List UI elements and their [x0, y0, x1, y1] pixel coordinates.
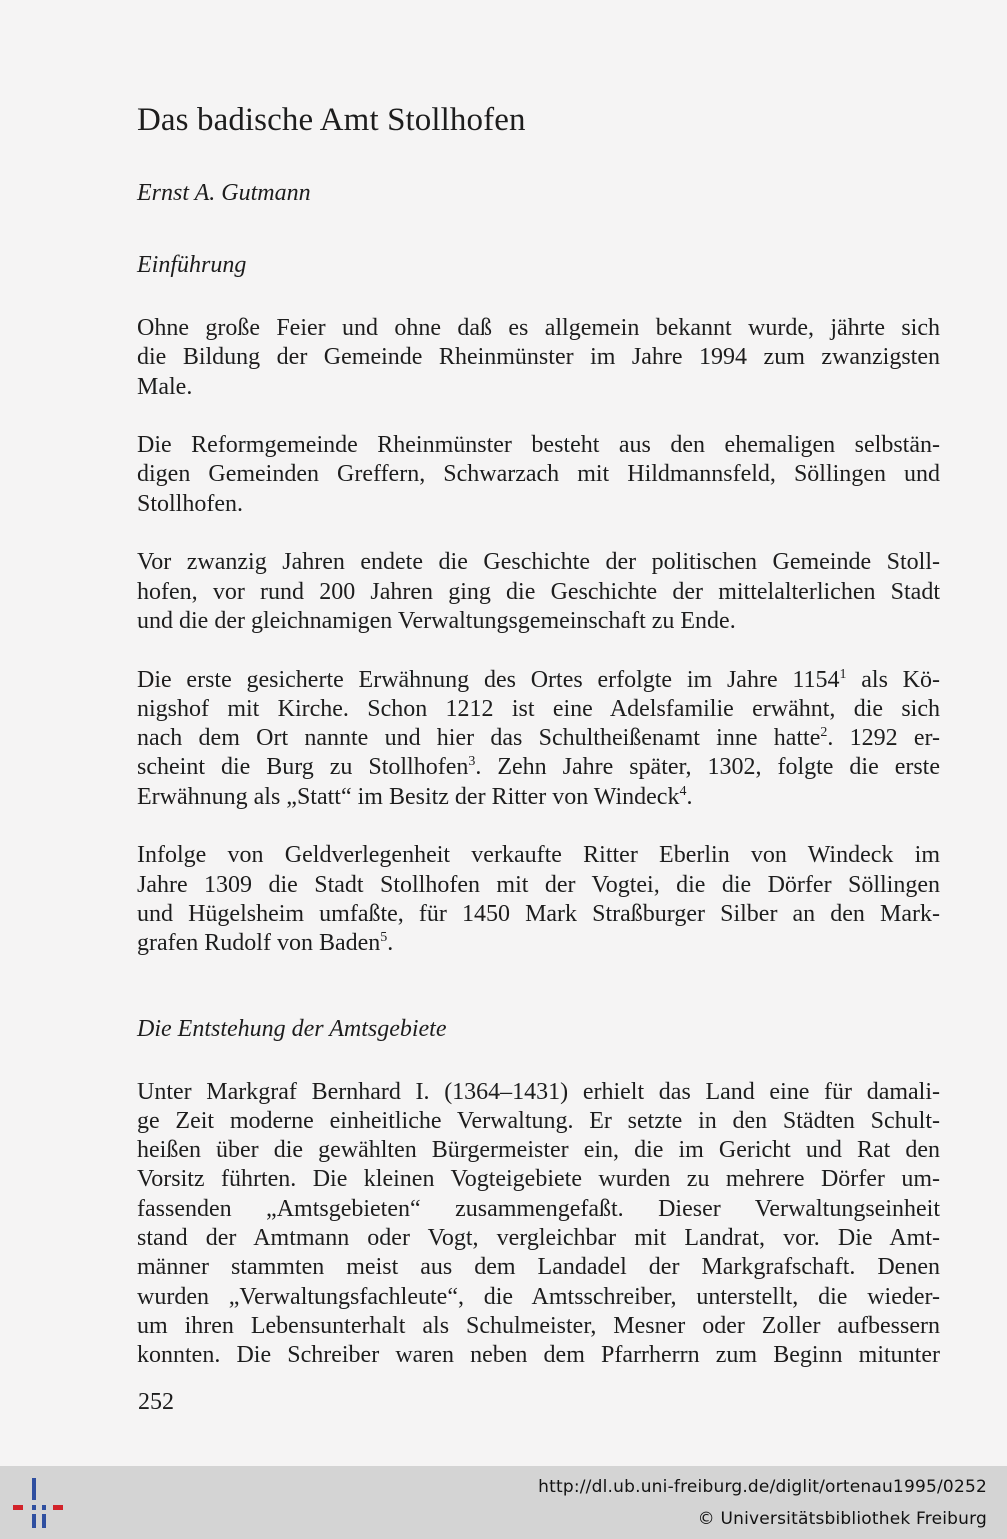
logo-bar-center-top [32, 1478, 36, 1500]
article-author: Ernst A. Gutmann [137, 180, 311, 206]
text-line: Jahre 1309 die Stadt Stollhofen mit der Vogtei, die die Dörfer Söllingen [137, 871, 940, 898]
text-line [137, 666, 940, 695]
text-line: Unter Markgraf Bernhard I. (1364–1431) erhielt das Land eine für damali- [137, 1078, 940, 1105]
text-line: und die der gleichnamigen Verwaltungsgemeinschaft zu Ende. [137, 607, 736, 634]
text-line [137, 929, 940, 958]
article-title: Das badische Amt Stollhofen [137, 102, 526, 138]
text-line [137, 724, 940, 753]
article [137, 100, 940, 1371]
text-fragment: scheint die Burg zu Stollhofen [137, 754, 469, 781]
footnote-marker: 3 [468, 754, 476, 770]
text-line: fassenden „Amtsgebieten“ zusammengefaßt. Dieser Verwaltungseinheit [137, 1195, 940, 1222]
logo-bar-right-mid [42, 1505, 46, 1510]
text-line: nigshof mit Kirche. Schon 1212 ist eine Adelsfamilie erwähnt, die sich [137, 695, 940, 722]
text-fragment: . Zehn Jahre später, 1302, folgte die erste [475, 754, 941, 781]
logo-bar-left [13, 1505, 23, 1510]
text-line: Infolge von Geldverlegenheit verkaufte Ritter Eberlin von Windeck im [137, 842, 940, 869]
logo-bar-center-low [32, 1514, 36, 1528]
ub-freiburg-logo-icon [13, 1474, 65, 1530]
text-line: um ihren Lebensunterhalt als Schulmeister, Mesner oder Zoller aufbessern [137, 1312, 940, 1339]
paragraph [137, 1078, 940, 1371]
text-fragment: Die erste gesicherte Erwähnung des Ortes erfolgte im Jahre 1154 [137, 666, 840, 693]
text-fragment: . 1292 er- [827, 725, 941, 752]
logo-bar-center-mid [32, 1505, 36, 1510]
text-line: Ohne große Feier und ohne daß es allgemein bekannt wurde, jährte sich [137, 315, 940, 341]
paragraph [137, 431, 940, 519]
logo-bar-right-low [42, 1514, 46, 1528]
section-heading-amtsgebiete: Die Entstehung der Amtsgebiete [137, 1015, 447, 1042]
text-fragment: . [387, 930, 394, 957]
page-number: 252 [138, 1389, 174, 1415]
paragraph [137, 666, 940, 812]
text-line: Die Reformgemeinde Rheinmünster besteht aus den ehemaligen selbstän- [137, 432, 940, 459]
paragraph [137, 841, 940, 958]
source-url[interactable]: http://dl.ub.uni-freiburg.de/diglit/ortenau1995/0252 [538, 1477, 987, 1497]
text-line: konnten. Die Schreiber waren neben dem Pfarrherrn zum Beginn mitunter [137, 1342, 940, 1369]
text-line: die Bildung der Gemeinde Rheinmünster im Jahre 1994 zum zwanzigsten [137, 344, 940, 371]
text-fragment: nach dem Ort nannte und hier das Schultheißenamt inne hatte [137, 725, 821, 752]
paragraph [137, 314, 940, 402]
text-line: männer stammten meist aus dem Landadel der Markgrafschaft. Denen [137, 1254, 940, 1281]
text-line [137, 753, 940, 782]
text-line: heißen über die gewählten Bürgermeister ein, die im Gericht und Rat den [137, 1137, 940, 1164]
copyright-notice: © Universitätsbibliothek Freiburg [697, 1509, 987, 1529]
footnote-marker: 4 [679, 783, 687, 799]
text-line: Stollhofen. [137, 490, 243, 517]
footer-bar [0, 1466, 1007, 1539]
footnote-marker: 5 [380, 930, 388, 946]
logo-bar-far-right [53, 1505, 63, 1510]
section-heading-einfuehrung: Einführung [137, 252, 247, 278]
text-line: und Hügelsheim umfaßte, für 1450 Mark Straßburger Silber an den Mark- [137, 900, 940, 927]
text-line: Vor zwanzig Jahren endete die Geschichte der politischen Gemeinde Stoll- [137, 549, 940, 576]
text-line: Male. [137, 373, 193, 400]
text-line: ge Zeit moderne einheitliche Verwaltung. Er setzte in den Städten Schult- [137, 1107, 940, 1134]
text-line: Vorsitz führten. Die kleinen Vogteigebiete wurden zu mehrere Dörfer um- [137, 1166, 940, 1193]
text-line: wurden „Verwaltungsfachleute“, die Amtsschreiber, unterstellt, die wieder- [137, 1283, 940, 1310]
text-line: digen Gemeinden Greffern, Schwarzach mit Hildmannsfeld, Söllingen und [137, 461, 940, 488]
text-fragment: grafen Rudolf von Baden [137, 930, 381, 957]
text-line: stand der Amtmann oder Vogt, vergleichbar mit Landrat, vor. Die Amt- [137, 1225, 940, 1252]
text-line [137, 783, 940, 812]
text-fragment: Erwähnung als „Statt“ im Besitz der Ritter von Windeck [137, 783, 680, 810]
text-line: hofen, vor rund 200 Jahren ging die Geschichte der mittelalterlichen Stadt [137, 578, 940, 605]
footnote-marker: 2 [820, 725, 828, 741]
footnote-marker: 1 [839, 666, 847, 682]
paragraph [137, 548, 940, 636]
text-fragment: als Kö- [846, 666, 941, 693]
text-fragment: . [686, 783, 693, 810]
